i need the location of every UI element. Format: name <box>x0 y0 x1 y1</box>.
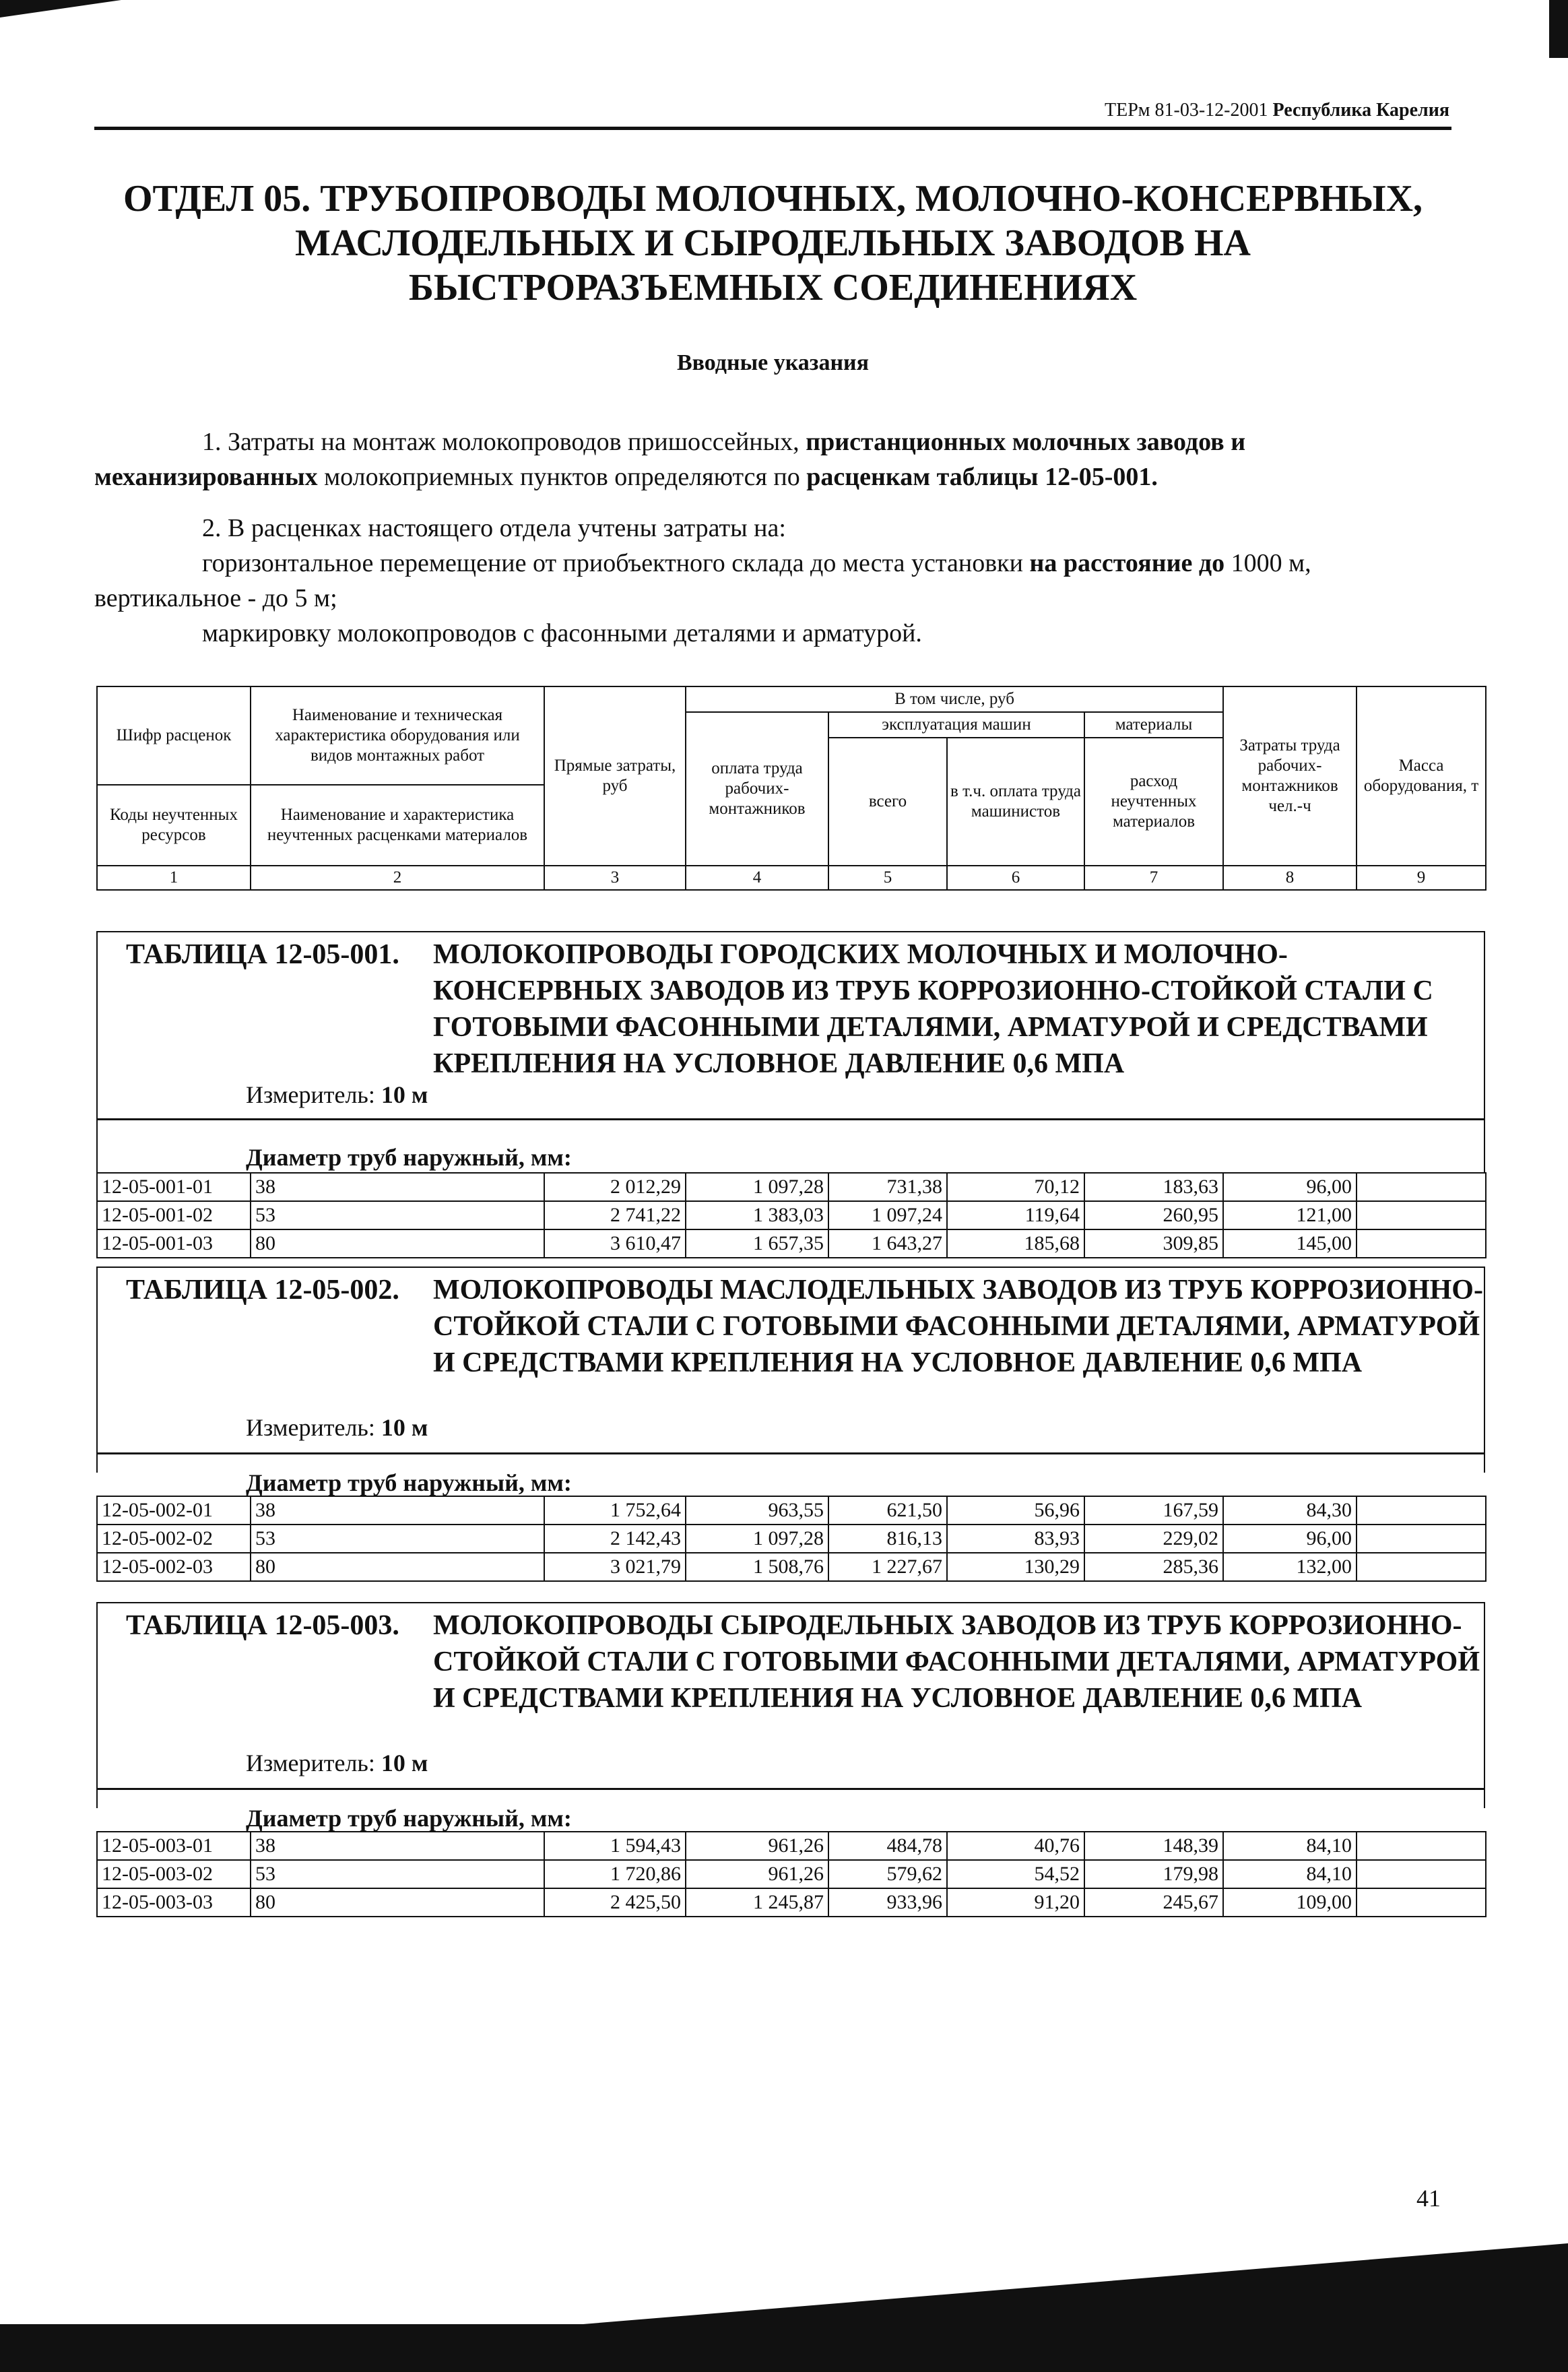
diameter-label: Диаметр труб наружный, мм: <box>246 1469 572 1496</box>
intro-paragraph-3 <box>94 546 1451 616</box>
page-number: 41 <box>1416 2185 1441 2212</box>
row-direct: 3 610,47 <box>544 1229 686 1258</box>
table-row <box>97 1832 1486 1860</box>
col-machines: эксплуатация машин <box>828 712 1084 738</box>
row-total: 731,38 <box>828 1173 947 1201</box>
separator-line <box>96 1452 1485 1454</box>
row-code: 12-05-002-02 <box>97 1525 251 1553</box>
col-num-7: 7 <box>1084 866 1223 890</box>
col-num-1: 1 <box>97 866 251 890</box>
table-section-2 <box>96 1267 1485 1603</box>
row-machinists: 40,76 <box>947 1832 1084 1860</box>
table-label: ТАБЛИЦА 12-05-002. <box>126 1275 399 1306</box>
table-meter <box>246 1749 428 1777</box>
row-code: 12-05-002-03 <box>97 1553 251 1581</box>
row-materials: 229,02 <box>1084 1525 1223 1553</box>
row-labor: 121,00 <box>1223 1201 1357 1229</box>
row-mass <box>1357 1173 1486 1201</box>
row-materials: 245,67 <box>1084 1888 1223 1917</box>
col-code: Шифр расценок <box>97 686 251 785</box>
col-machinists: в т.ч. оплата труда машинистов <box>947 738 1084 866</box>
row-total: 1 643,27 <box>828 1229 947 1258</box>
section-title: ОТДЕЛ 05. ТРУБОПРОВОДЫ МОЛОЧНЫХ, МОЛОЧНО-КОНСЕРВНЫХ, МАСЛОДЕЛЬНЫХ И СЫРОДЕЛЬНЫХ ЗАВОДОВ НА БЫСТРОРАЗЪЕМНЫХ СОЕДИНЕНИЯХ <box>123 178 1423 309</box>
col-num-6: 6 <box>947 866 1084 890</box>
column-header-table <box>96 686 1487 891</box>
col-mass: Масса оборудования, т <box>1357 686 1486 866</box>
col-direct: Прямые затраты, руб <box>544 686 686 866</box>
data-table-3 <box>96 1831 1487 1917</box>
p4-text: маркировку молокопроводов с фасонными деталями и арматурой. <box>202 619 922 647</box>
table-row <box>97 1229 1486 1258</box>
col-num-3: 3 <box>544 866 686 890</box>
row-direct: 3 021,79 <box>544 1553 686 1581</box>
row-mass <box>1357 1860 1486 1888</box>
row-machinists: 119,64 <box>947 1201 1084 1229</box>
col-name: Наименование и техническая характеристика оборудования или видов монтажных работ <box>251 686 544 785</box>
col-num-9: 9 <box>1357 866 1486 890</box>
data-table-2 <box>96 1496 1487 1582</box>
meter-value: 10 м <box>381 1750 428 1776</box>
row-machinists: 185,68 <box>947 1229 1084 1258</box>
row-name: 53 <box>251 1860 544 1888</box>
row-labor: 84,30 <box>1223 1496 1357 1525</box>
table-row <box>97 1553 1486 1581</box>
row-total: 579,62 <box>828 1860 947 1888</box>
region: Республика Карелия <box>1272 100 1449 121</box>
row-materials: 183,63 <box>1084 1173 1223 1201</box>
row-machinists: 83,93 <box>947 1525 1084 1553</box>
row-machinists: 70,12 <box>947 1173 1084 1201</box>
row-wage: 961,26 <box>686 1832 828 1860</box>
table-section-1 <box>96 931 1485 1254</box>
row-code: 12-05-003-03 <box>97 1888 251 1917</box>
scan-shadow-bottom <box>0 2243 1568 2372</box>
scan-shadow-band <box>0 2324 1568 2372</box>
row-wage: 1 097,28 <box>686 1173 828 1201</box>
intro-paragraph-1 <box>94 424 1451 494</box>
table-meter <box>246 1413 428 1442</box>
row-mass <box>1357 1496 1486 1525</box>
row-materials: 179,98 <box>1084 1860 1223 1888</box>
row-code: 12-05-003-02 <box>97 1860 251 1888</box>
row-wage: 1 383,03 <box>686 1201 828 1229</box>
table-row <box>97 1496 1486 1525</box>
row-materials: 309,85 <box>1084 1229 1223 1258</box>
table-label: ТАБЛИЦА 12-05-001. <box>126 939 399 970</box>
p3-start: горизонтальное перемещение от приобъектного склада до места установки <box>202 549 1030 577</box>
row-total: 484,78 <box>828 1832 947 1860</box>
row-name: 53 <box>251 1201 544 1229</box>
col-total: всего <box>828 738 947 866</box>
row-total: 621,50 <box>828 1496 947 1525</box>
row-labor: 109,00 <box>1223 1888 1357 1917</box>
meter-label: Измеритель: <box>246 1750 381 1776</box>
row-name: 38 <box>251 1173 544 1201</box>
row-name: 38 <box>251 1832 544 1860</box>
p1-bold2: расценкам таблицы 12-05-001. <box>806 463 1158 491</box>
row-labor: 96,00 <box>1223 1173 1357 1201</box>
col-name-sub: Наименование и характеристика неучтенных расценками материалов <box>251 785 544 866</box>
row-labor: 84,10 <box>1223 1832 1357 1860</box>
diameter-label: Диаметр труб наружный, мм: <box>246 1144 572 1171</box>
row-code: 12-05-001-01 <box>97 1173 251 1201</box>
row-mass <box>1357 1229 1486 1258</box>
p1-mid: молокоприемных пунктов определяются по <box>317 463 807 491</box>
meter-value: 10 м <box>381 1414 428 1441</box>
col-incl: В том числе, руб <box>686 686 1223 712</box>
table-meter <box>246 1081 428 1109</box>
table-row <box>97 1173 1486 1201</box>
row-wage: 1 097,28 <box>686 1525 828 1553</box>
table-row <box>97 1888 1486 1917</box>
meter-label: Измеритель: <box>246 1081 381 1108</box>
row-wage: 1 657,35 <box>686 1229 828 1258</box>
row-name: 80 <box>251 1553 544 1581</box>
row-mass <box>1357 1888 1486 1917</box>
doc-code: ТЕРм 81-03-12-2001 <box>1105 100 1268 121</box>
row-total: 1 227,67 <box>828 1553 947 1581</box>
row-mass <box>1357 1525 1486 1553</box>
row-total: 1 097,24 <box>828 1201 947 1229</box>
col-wage: оплата труда рабочих-монтажников <box>686 712 828 866</box>
intro-heading: Вводные указания <box>676 350 870 375</box>
p3-end: 1000 м, вертикальное - до 5 м; <box>94 549 1311 612</box>
row-machinists: 54,52 <box>947 1860 1084 1888</box>
scan-shadow-top-left <box>0 0 121 18</box>
header-rule <box>94 127 1451 130</box>
row-direct: 2 142,43 <box>544 1525 686 1553</box>
separator-line <box>96 1118 1485 1120</box>
p2-text: 2. В расценках настоящего отдела учтены затраты на: <box>202 514 786 542</box>
row-total: 933,96 <box>828 1888 947 1917</box>
col-num-5: 5 <box>828 866 947 890</box>
row-machinists: 56,96 <box>947 1496 1084 1525</box>
meter-label: Измеритель: <box>246 1414 381 1441</box>
row-code: 12-05-003-01 <box>97 1832 251 1860</box>
p3-bold: на расстояние до <box>1029 549 1225 577</box>
data-table-1 <box>96 1172 1487 1258</box>
row-code: 12-05-001-02 <box>97 1201 251 1229</box>
row-name: 80 <box>251 1888 544 1917</box>
row-materials: 260,95 <box>1084 1201 1223 1229</box>
row-direct: 2 012,29 <box>544 1173 686 1201</box>
row-labor: 96,00 <box>1223 1525 1357 1553</box>
table-row <box>97 1860 1486 1888</box>
row-name: 80 <box>251 1229 544 1258</box>
col-labor: Затраты труда рабочих-монтажников чел.-ч <box>1223 686 1357 866</box>
row-labor: 132,00 <box>1223 1553 1357 1581</box>
row-code: 12-05-001-03 <box>97 1229 251 1258</box>
row-direct: 2 741,22 <box>544 1201 686 1229</box>
meter-value: 10 м <box>381 1081 428 1108</box>
running-header <box>1105 100 1449 121</box>
scan-shadow-top-right <box>1549 0 1568 58</box>
col-materials-sub: расход неучтенных материалов <box>1084 738 1223 866</box>
table-section-3 <box>96 1602 1485 1939</box>
table-row <box>97 1525 1486 1553</box>
diameter-label: Диаметр труб наружный, мм: <box>246 1805 572 1832</box>
row-direct: 1 752,64 <box>544 1496 686 1525</box>
intro-paragraph-2 <box>94 511 1451 546</box>
table-name: МОЛОКОПРОВОДЫ ГОРОДСКИХ МОЛОЧНЫХ И МОЛОЧНО-КОНСЕРВНЫХ ЗАВОДОВ ИЗ ТРУБ КОРРОЗИОННО-СТОЙКОЙ СТАЛИ С ГОТОВЫМИ ФАСОННЫМИ ДЕТАЛЯМИ, АРМАТУРОЙ И СРЕДСТВАМИ КРЕПЛЕНИЯ НА УСЛОВНОЕ ДАВЛЕНИЕ 0,6 МПА <box>433 939 1433 1079</box>
row-labor: 145,00 <box>1223 1229 1357 1258</box>
col-num-4: 4 <box>686 866 828 890</box>
row-name: 53 <box>251 1525 544 1553</box>
row-wage: 963,55 <box>686 1496 828 1525</box>
row-direct: 1 720,86 <box>544 1860 686 1888</box>
intro-paragraph-4 <box>94 616 1451 651</box>
row-mass <box>1357 1201 1486 1229</box>
row-total: 816,13 <box>828 1525 947 1553</box>
table-row <box>97 1201 1486 1229</box>
row-labor: 84,10 <box>1223 1860 1357 1888</box>
row-materials: 148,39 <box>1084 1832 1223 1860</box>
row-wage: 1 245,87 <box>686 1888 828 1917</box>
row-machinists: 91,20 <box>947 1888 1084 1917</box>
row-materials: 285,36 <box>1084 1553 1223 1581</box>
row-machinists: 130,29 <box>947 1553 1084 1581</box>
row-wage: 1 508,76 <box>686 1553 828 1581</box>
col-num-2: 2 <box>251 866 544 890</box>
row-direct: 2 425,50 <box>544 1888 686 1917</box>
row-wage: 961,26 <box>686 1860 828 1888</box>
col-code-sub: Коды неучтенных ресурсов <box>97 785 251 866</box>
separator-line <box>96 1788 1485 1790</box>
col-num-8: 8 <box>1223 866 1357 890</box>
table-name: МОЛОКОПРОВОДЫ МАСЛОДЕЛЬНЫХ ЗАВОДОВ ИЗ ТРУБ КОРРОЗИОННО-СТОЙКОЙ СТАЛИ С ГОТОВЫМИ ФАСОННЫМИ ДЕТАЛЯМИ, АРМАТУРОЙ И СРЕДСТВАМИ КРЕПЛЕНИЯ НА УСЛОВНОЕ ДАВЛЕНИЕ 0,6 МПА <box>433 1275 1483 1378</box>
row-materials: 167,59 <box>1084 1496 1223 1525</box>
table-label: ТАБЛИЦА 12-05-003. <box>126 1610 399 1641</box>
p1-start: 1. Затраты на монтаж молокопроводов пришоссейных, <box>202 428 806 456</box>
p1-bold: пристанционных молочных заводов и механизированных <box>94 428 1246 491</box>
row-direct: 1 594,43 <box>544 1832 686 1860</box>
col-materials: материалы <box>1084 712 1223 738</box>
row-name: 38 <box>251 1496 544 1525</box>
row-mass <box>1357 1553 1486 1581</box>
table-name: МОЛОКОПРОВОДЫ СЫРОДЕЛЬНЫХ ЗАВОДОВ ИЗ ТРУБ КОРРОЗИОННО-СТОЙКОЙ СТАЛИ С ГОТОВЫМИ ФАСОННЫМИ ДЕТАЛЯМИ, АРМАТУРОЙ И СРЕДСТВАМИ КРЕПЛЕНИЯ НА УСЛОВНОЕ ДАВЛЕНИЕ 0,6 МПА <box>433 1610 1480 1714</box>
row-mass <box>1357 1832 1486 1860</box>
row-code: 12-05-002-01 <box>97 1496 251 1525</box>
